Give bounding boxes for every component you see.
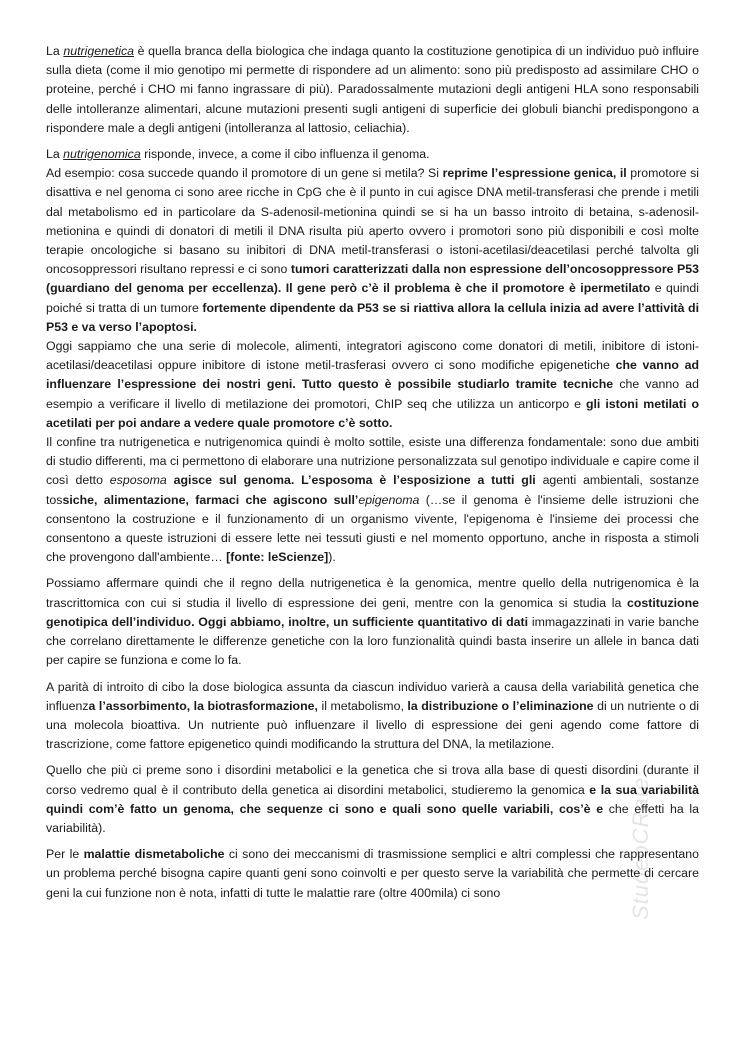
paragraph [46,433,699,567]
text-run: Quello che più ci preme sono i disordini metabolici e la genetica che si trova alla base di questi disordini (durante il corso vedremo qual è il contributo della genetica ai disordini metabolici, studieremo la genomica [46,763,699,797]
text-run: (…se il genoma è l'insieme delle istruzioni che consentono la costruzione e il funzionamento di un organismo vivente, l'epigenoma è l'insieme dei processi che consentono a queste istruzioni di essere lette nei tessuti giusti e nel momento opportuno, anche in risposta a stimoli che provengono dall'ambiente… [46,492,699,565]
text-run: Per le [46,847,84,862]
text-run: a l’assorbimento, la biotrasformazione, [88,698,318,713]
text-run: siche, alimentazione, farmaci che agiscono sull’ [62,492,359,507]
text-run [167,473,174,487]
text-run: il metabolismo, [317,698,408,713]
text-run: è quella branca della biologica che indaga quanto la costituzione genotipica di un individuo può influire sulla dieta (come il mio genotipo mi permette di rispondere ad un alimento: sono più predisposto ad assimilare CHO o proteine, perché i CHO mi fanno ingrassare di più). Paradossalmente mutazioni degli antigeni HLA sono responsabili delle intolleranze alimentari, alcune mutazioni presenti sugli antigeni di superficie dei globuli bianchi predispongono a rispondere male a degli antigeni (intolleranza al lattosio, celiachia). [46,44,699,135]
paragraph [46,164,699,337]
text-run: immagazzinati in varie banche che correlano direttamente le differenze genetiche con la loro funzionalità quindi basta inserire un allele in banca dati per capire se funziona e come lo fa. [46,614,700,668]
text-run: esposoma [109,473,167,488]
text-run: Il confine tra nutrigenetica e nutrigenomica quindi è molto sottile, esiste una differenza fondamentale: sono due ambiti di studio differenti, ma ci permettono di elaborare una nutrizione personalizzata sul genotipo individuale e capire come il così detto [46,435,700,488]
text-run: di un nutriente o di una molecola bioattiva. Un nutriente può influenzare il livello di espressione dei geni agendo come fattore di trascrizione, come fattore epigenetico quindi modificando la struttura del DNA, la metilazione. [46,698,700,752]
watermark: StudeoCRate [628,776,653,920]
text-run: Ad esempio: cosa succede quando il promotore di un gene si metila? Si [46,166,443,181]
text-run: promotore si disattiva e nel genoma ci sono aree ricche in CpG che è il punto in cui agisce DNA metil-transferasi che prende i metili dal metabolismo ed in particolare da S-adenosil-metionina quindi se si ha un basso introito di betaina, s-adenosil-metionina e quindi di donatori di metili il DNA risulta più aperto ovvero i promotori sono più disponibili e così molte terapie oncologiche si basano su inibitori di DNA metil-transferasi o istoni-acetilasi/deacetilasi perché talvolta gli oncosoppressori risultano repressi e ci sono [46,166,699,277]
text-run: agisce sul genoma. L’esposoma è l’esposizione a tutti gli [173,473,536,488]
text-run: la distribuzione o l’eliminazione [407,698,594,713]
text-run: e quindi poiché si tratta di un tumore [46,281,700,315]
text-run: malattie dismetaboliche [83,847,225,862]
paragraph [46,574,699,670]
text-run: fortemente dipendente da P53 se si riattiva allora la cellula inizia ad avere l’attività di P53 e va verso l’apoptosi. [46,300,700,334]
paragraph [46,678,699,755]
text-run: che vanno ad influenzare l’espressione dei nostri geni. Tutto questo è possibile studiarlo tramite tecniche [46,358,699,392]
text-run: [fonte: leScienze] [226,550,329,565]
paragraph [46,42,699,138]
paragraph-list [46,42,699,903]
text-run: Oggi sappiamo che una serie di molecole, alimenti, integratori agiscono come donatori di metili, inibitore di istoni-acetilasi/deacetilasi oppure inibitore di istone metil-trasferasi ovvero ci sono modifiche epigenetiche [46,339,699,373]
text-run: nutrigenetica [63,44,135,58]
text-run: Possiamo affermare quindi che il regno della nutrigenetica è la genomica, mentre quello della nutrigenomica è la trascrittomica con cui si studia il livello di espressione dei geni, mentre con la genomica si studia la [46,576,699,610]
paragraph [46,761,699,838]
text-run: agenti ambientali, sostanze tos [46,473,699,507]
paragraph [46,337,699,433]
text-run: epigenoma [358,492,420,507]
text-run: ci sono dei meccanismi di trasmissione semplici e altri complessi che rappresentano un problema perché bisogna capire quanti geni sono coinvolti e per questo serve la variabilità che permette di cercare geni la cui funzione non è nota, infatti di tutte le malattie rare (oltre 400mila) ci sono [46,847,699,900]
text-run: A parità di introito di cibo la dose biologica assunta da ciascun individuo varierà a causa della variabilità genetica che influenz [46,679,699,713]
text-run: nutrigenomica [63,147,141,162]
paragraph [46,845,699,903]
text-run: che effetti ha la variabilità). [46,801,699,835]
text-run: gli istoni metilati o acetilati per poi andare a vedere quale promotore c’è sotto. [46,396,699,430]
text-run: risponde, invece, a come il cibo influenza il genoma. [140,147,430,162]
text-run: costituzione genotipica dell’individuo. Oggi abbiamo, inoltre, un sufficiente quantitativo di dati [46,595,699,629]
text-run: reprime l’espressione genica, il [442,166,627,181]
text-run: tumori caratterizzati dalla non espressione dell’oncosoppressore P53 (guardiano del genoma per eccellenza). Il gene però c’è il problema è che il promotore è ipermetilato [46,262,699,296]
text-run: La [46,147,64,162]
paragraph [46,145,699,164]
text-run: ). [328,550,336,565]
document-body [46,42,699,903]
text-run: La [46,44,64,58]
text-run: e la sua variabilità quindi com’è fatto un genoma, che sequenze ci sono e quali sono quelle variabili, cos’è e [46,782,700,816]
text-run: che vanno ad esempio a verificare il livello di metilazione dei promotori, ChIP seq che utilizza un anticorpo e [46,377,699,411]
